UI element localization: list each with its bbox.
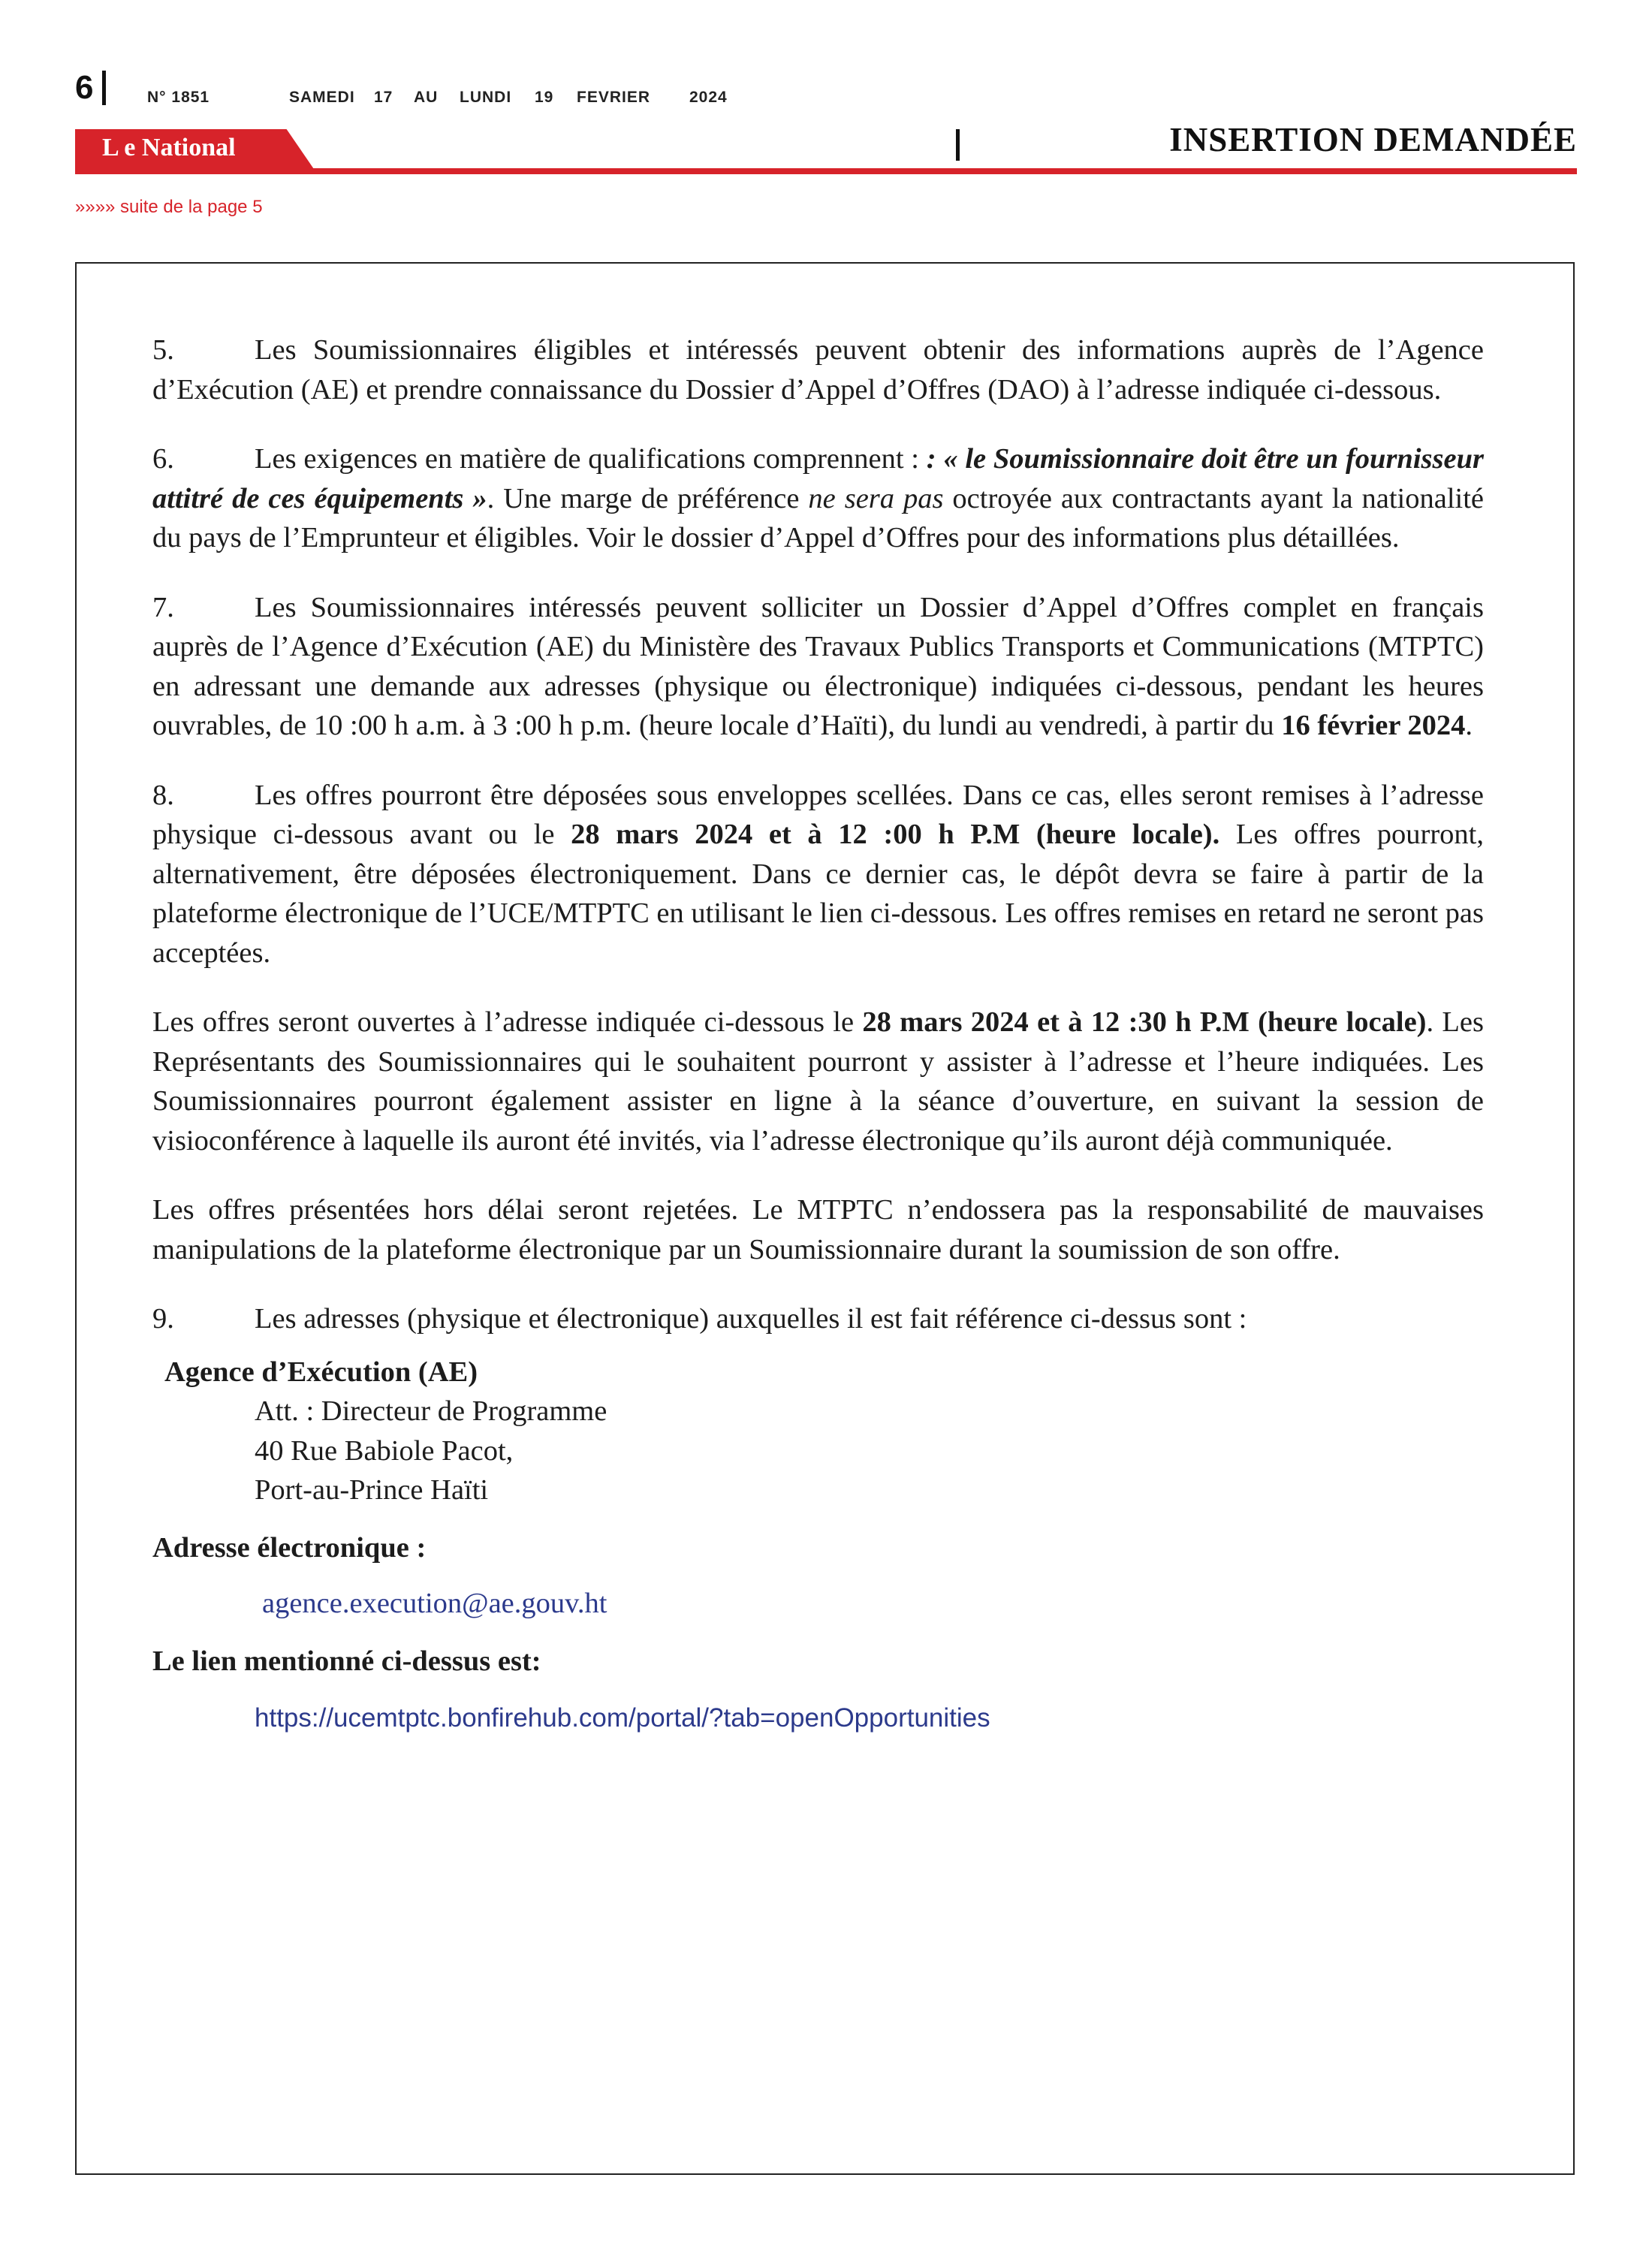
header-separator [956, 129, 960, 161]
paragraph-text: Les exigences en matière de qualifications comprennent : [255, 443, 927, 475]
date-weekday-end: LUNDI [460, 89, 512, 106]
paragraph-6 [152, 439, 1484, 558]
header-rule [75, 168, 1577, 174]
date-weekday-start: SAMEDI [289, 89, 355, 106]
paragraph-9 [152, 1299, 1484, 1339]
paragraph-number: 9. [152, 1303, 174, 1335]
address-street: 40 Rue Babiole Pacot, [255, 1434, 514, 1467]
page-number-divider [102, 71, 106, 105]
address-attention: Att. : Directeur de Programme [255, 1395, 607, 1427]
paragraph-text: . Les Représentants des Soumissionnaires qui le souhaitent pourront y assister à l’adresse et l’heure indiquées. Les Soumissionnaires pourront également assister en ligne à la séance d’ouverture, en suivant la session de visioconférence à laquelle ils auront été invités, via l’adresse électronique qu’ils auront déjà communiquée. [152, 1006, 1484, 1157]
notice-body [152, 330, 1484, 1739]
paragraph-text: Les offres pourront être déposées sous enveloppes scellées. Dans ce cas, elles seront remises à l’adresse physique ci-dessous avant ou le [152, 779, 1484, 850]
portal-link-heading: Le lien mentionné ci-dessus est: [152, 1645, 541, 1677]
paragraph-text: Les offres seront ouvertes à l’adresse indiquée ci-dessous le [152, 1006, 863, 1038]
qualification-quote: : « le Soumissionnaire doit être un fournisseur attitré de ces équipements » [152, 443, 1484, 514]
continued-from-note: »»»» suite de la page 5 [75, 197, 263, 217]
paragraph-number: 6. [152, 443, 174, 475]
paragraph-text: Les Soumissionnaires intéressés peuvent solliciter un Dossier d’Appel d’Offres complet en français auprès de l’Agence d’Exécution (AE) du Ministère des Travaux Publics Transports et Communications (MTPTC) en adressant une demande aux adresses (physique ou électronique) indiquées ci-dessous, pendant les heures ouvrables, de 10 :00 h a.m. à 3 :00 h p.m. (heure locale d’Haïti), du lundi au vendredi, à partir du [152, 591, 1484, 741]
email-link[interactable]: agence.execution@ae.gouv.ht [262, 1588, 607, 1619]
agency-name: Agence d’Exécution (AE) [164, 1356, 478, 1388]
emphasis-text: ne sera pas [808, 482, 944, 514]
date-day-end: 19 [535, 89, 554, 106]
paragraph-text: Les offres présentées hors délai seront rejetées. Le MTPTC n’endossera pas la responsabilité de mauvaises manipulations de la plateforme électronique par un Soumissionnaire durant la soumission de son offre. [152, 1194, 1484, 1265]
paragraph-number: 5. [152, 334, 174, 366]
date-connector: AU [414, 89, 439, 106]
date-month: FEVRIER [577, 89, 651, 106]
paragraph-number: 8. [152, 779, 174, 811]
address-city: Port-au-Prince Haïti [255, 1474, 489, 1506]
section-title: INSERTION DEMANDÉE [1169, 121, 1577, 158]
availability-date: 16 février 2024 [1281, 710, 1466, 741]
portal-link[interactable]: https://ucemtptc.bonfirehub.com/portal/?tab=openOpportunities [255, 1703, 990, 1733]
paragraph-text: . Une marge de préférence [487, 482, 809, 514]
postal-address [152, 1353, 1484, 1510]
paragraph-7 [152, 588, 1484, 746]
paragraph-text: Les adresses (physique et électronique) auxquelles il est fait référence ci-dessus sont : [255, 1303, 1247, 1335]
paragraph-text: Les offres pourront, alternativement, être déposées électroniquement. Dans ce dernier cas, le dépôt devra se faire à partir de la plateforme électronique de l’UCE/MTPTC en utilisant le lien ci-dessous. Les offres remises en retard ne seront pas acceptées. [152, 819, 1484, 969]
paragraph-text: . [1465, 710, 1473, 741]
paragraph-5 [152, 330, 1484, 409]
paragraph-number: 7. [152, 591, 174, 623]
paragraph-8 [152, 776, 1484, 973]
opening-datetime: 28 mars 2024 et à 12 :30 h P.M (heure locale) [862, 1006, 1427, 1038]
issue-number: N° 1851 [147, 89, 210, 106]
email-heading: Adresse électronique : [152, 1531, 427, 1564]
paragraph-late-offers [152, 1190, 1484, 1269]
page-number: 6 [75, 69, 94, 106]
paragraph-text: octroyée aux contractants ayant la nationalité du pays de l’Emprunteur et éligibles. Voir le dossier d’Appel d’Offres pour des informations plus détaillées. [152, 482, 1484, 553]
date-year: 2024 [689, 89, 728, 106]
date-day-start: 17 [374, 89, 393, 106]
paragraph-text: Les Soumissionnaires éligibles et intéressés peuvent obtenir des informations auprès de l’Agence d’Exécution (AE) et prendre connaissance du Dossier d’Appel d’Offres (DAO) à l’adresse indiquée ci-dessous. [152, 334, 1484, 406]
paragraph-opening [152, 1003, 1484, 1160]
submission-deadline: 28 mars 2024 et à 12 :00 h P.M (heure locale). [571, 819, 1220, 850]
newspaper-logo: L e National [102, 134, 236, 161]
